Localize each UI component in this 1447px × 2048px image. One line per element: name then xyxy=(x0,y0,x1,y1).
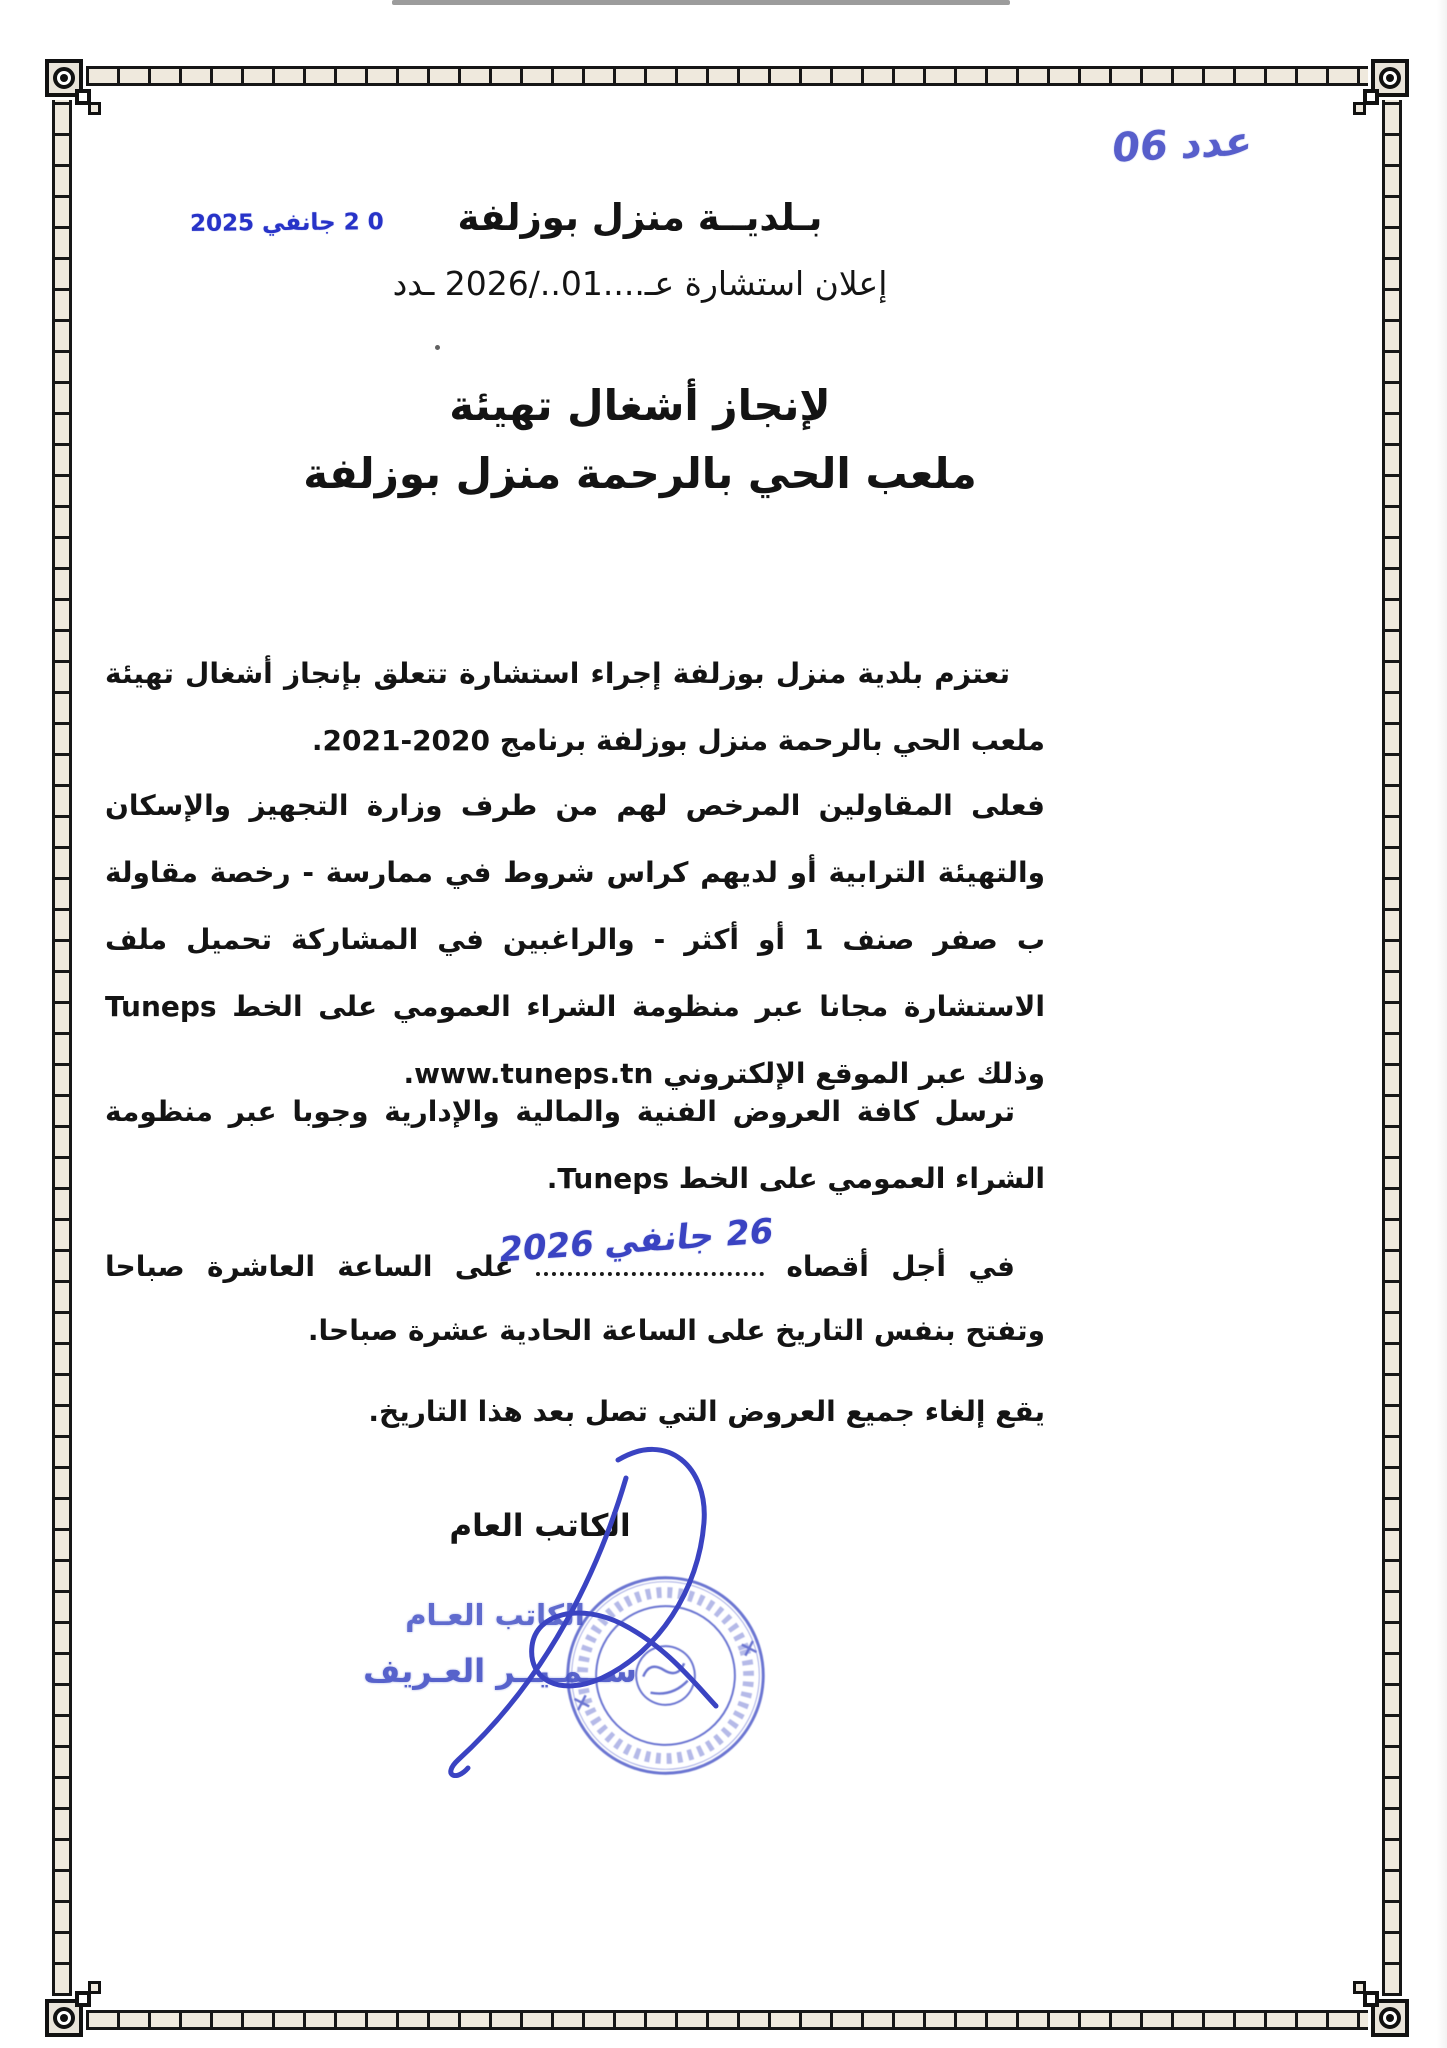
handwritten-registry-number: عدد 06 xyxy=(1110,118,1255,172)
frame-edge-right xyxy=(1382,100,1402,1996)
name-stamp-name: ســمـيــر العـريف xyxy=(363,1652,637,1690)
frame-corner-ornament xyxy=(45,1979,103,2037)
scan-edge-shadow xyxy=(1437,0,1447,2048)
municipality-name: بـلديــة منزل بوزلفة xyxy=(457,196,823,239)
frame-corner-ornament xyxy=(1351,59,1409,117)
paragraph-submission: ترسل كافة العروض الفنية والمالية والإدارية وجوبا عبر منظومة الشراء العمومي على الخط Tuneps. xyxy=(105,1095,1045,1195)
deadline-suffix: على الساعة العاشرة صباحا وتفتح بنفس التاريخ على الساعة الحادية عشرة صباحا. xyxy=(105,1250,1045,1347)
deadline-prefix: في أجل أقصاه xyxy=(786,1250,1015,1283)
scan-artifact-dot xyxy=(435,345,440,350)
name-stamp-title: الكاتب العـام xyxy=(405,1598,585,1632)
announcement-number-line: إعلان استشارة عـ....01../2026 ـدد xyxy=(392,264,888,303)
document-title-line1: لإنجاز أشغال تهيئة xyxy=(449,381,831,430)
paragraph-eligibility: فعلى المقاولين المرخص لهم من طرف وزارة التجهيز والإسكان والتهيئة الترابية أو لديهم كراس شروط في ممارسة - رخصة مقاولة ب صفر صنف 1 أو أكثر - والراغبين في المشاركة تحميل ملف الاستشارة مجانا عبر منظومة الشراء العمومي على الخط Tuneps وذلك عبر الموقع الإلكتروني www.tuneps.tn. xyxy=(105,789,1045,1090)
paragraph-intent: تعتزم بلدية منزل بوزلفة إجراء استشارة تتعلق بإنجاز أشغال تهيئة ملعب الحي بالرحمة منزل بوزلفة برنامج 2020-2021. xyxy=(105,657,1045,757)
scan-artifact-smudge xyxy=(392,0,1010,5)
paragraph-deadline xyxy=(105,1211,1045,1363)
frame-edge-left xyxy=(52,100,72,1996)
document-title xyxy=(160,372,1120,508)
frame-corner-ornament xyxy=(45,59,103,117)
document-title-line2: ملعب الحي بالرحمة منزل بوزلفة xyxy=(303,449,977,498)
frame-edge-bottom xyxy=(86,2010,1368,2030)
frame-edge-top xyxy=(86,66,1368,86)
signatory-title: الكاتب العام xyxy=(449,1508,631,1544)
received-date-stamp: 0 2 جانفي 2025 xyxy=(189,209,384,237)
paragraph-cancellation: يقع إلغاء جميع العروض التي تصل بعد هذا التاريخ. xyxy=(368,1395,1045,1428)
handwritten-signature-icon xyxy=(360,1438,750,1778)
handwritten-deadline-date: 26 جانفي 2026 xyxy=(497,1211,776,1271)
dotted-fill-line xyxy=(497,1211,776,1276)
frame-corner-ornament xyxy=(1351,1979,1409,2037)
